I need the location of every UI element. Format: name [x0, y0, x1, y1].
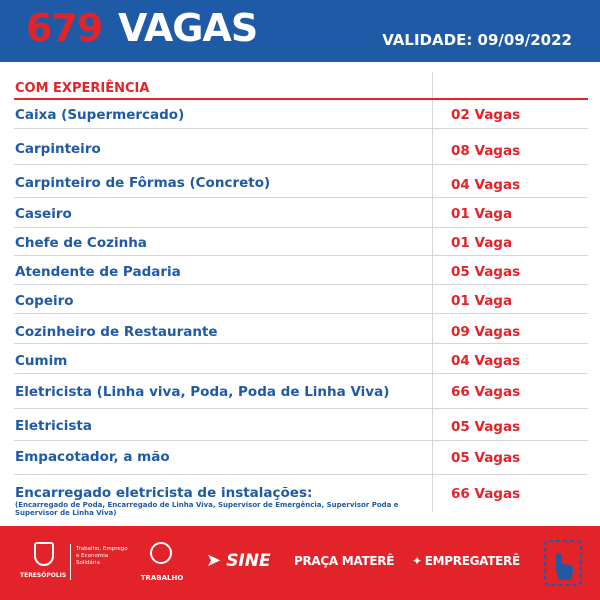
job-vacancies: 01 Vaga	[451, 206, 513, 222]
logo-divider	[70, 544, 71, 580]
emprega-label: EMPREGATERÊ	[424, 554, 520, 568]
job-title: Atendente de Padaria	[15, 264, 181, 280]
prefeitura-logo	[20, 540, 132, 586]
job-vacancies: 05 Vagas	[451, 264, 521, 280]
job-row	[14, 344, 588, 374]
job-title: Empacotador, a mão	[15, 449, 170, 465]
crest-icon	[34, 542, 54, 566]
job-title: Encarregado eletricista de instalações:	[15, 485, 313, 501]
sine-logo	[206, 550, 271, 571]
job-title: Eletricista	[15, 418, 92, 434]
job-title: Copeiro	[15, 293, 74, 309]
job-title: Carpinteiro	[15, 141, 101, 157]
job-vacancies: 01 Vaga	[451, 293, 513, 309]
job-vacancies: 66 Vagas	[451, 486, 521, 502]
praca-label: PRAÇA MATERÊ	[294, 554, 395, 568]
validity-date: VALIDADE: 09/09/2022	[382, 31, 572, 49]
footer-banner	[0, 526, 600, 600]
city-label: TERESÓPOLIS	[20, 572, 67, 579]
empregaterê-logo	[412, 554, 520, 568]
job-title: Cumim	[15, 353, 68, 369]
job-row	[14, 314, 588, 344]
job-title: Carpinteiro de Fôrmas (Concreto)	[15, 175, 271, 191]
job-row	[14, 285, 588, 314]
job-vacancies: 05 Vagas	[451, 419, 521, 435]
seal-icon	[150, 542, 172, 564]
vacancy-count: 679	[26, 6, 103, 50]
job-list	[0, 62, 600, 518]
sine-label: SINE	[226, 550, 271, 571]
job-title: Eletricista (Linha viva, Poda, Poda de Linha Viva)	[15, 384, 390, 400]
praca-materê-logo	[294, 554, 394, 568]
job-row	[14, 165, 588, 198]
job-row	[14, 198, 588, 228]
job-row	[14, 374, 588, 409]
trabalho-label: TRABALHO	[140, 574, 184, 582]
job-title: Cozinheiro de Restaurante	[15, 324, 218, 340]
job-vacancies: 04 Vagas	[451, 353, 521, 369]
page-title: VAGAS	[118, 6, 258, 50]
job-row	[14, 441, 588, 475]
job-row	[14, 409, 588, 441]
job-vacancies: 01 Vaga	[451, 235, 513, 251]
job-vacancies: 05 Vagas	[451, 450, 521, 466]
job-row	[14, 228, 588, 256]
header-banner	[0, 0, 600, 62]
emprega-icon: ✦	[412, 554, 422, 568]
job-subtitle: (Encarregado de Poda, Encarregado de Linha Viva, Supervisor de Emergência, Supervisor Poda e Supervisor de Linha Viva)	[15, 501, 399, 517]
section-title: COM EXPERIÊNCIA	[15, 81, 150, 96]
job-title: Chefe de Cozinha	[15, 235, 147, 251]
job-title: Caixa (Supermercado)	[15, 107, 185, 123]
job-vacancies: 08 Vagas	[451, 143, 521, 159]
job-row	[14, 102, 588, 129]
secretaria-label: Trabalho, Emprego e Economia Solidária	[76, 546, 128, 566]
job-row	[14, 475, 588, 518]
trabalho-logo	[138, 540, 186, 586]
sine-arrow-icon: ➤	[206, 550, 222, 571]
job-title: Caseiro	[15, 206, 72, 222]
section-header	[14, 80, 588, 100]
pointing-hand-icon	[544, 540, 582, 586]
job-vacancies: 66 Vagas	[451, 384, 521, 400]
job-vacancies: 02 Vagas	[451, 107, 521, 123]
job-row	[14, 256, 588, 285]
job-row	[14, 129, 588, 165]
job-vacancies: 04 Vagas	[451, 177, 521, 193]
job-vacancies: 09 Vagas	[451, 324, 521, 340]
